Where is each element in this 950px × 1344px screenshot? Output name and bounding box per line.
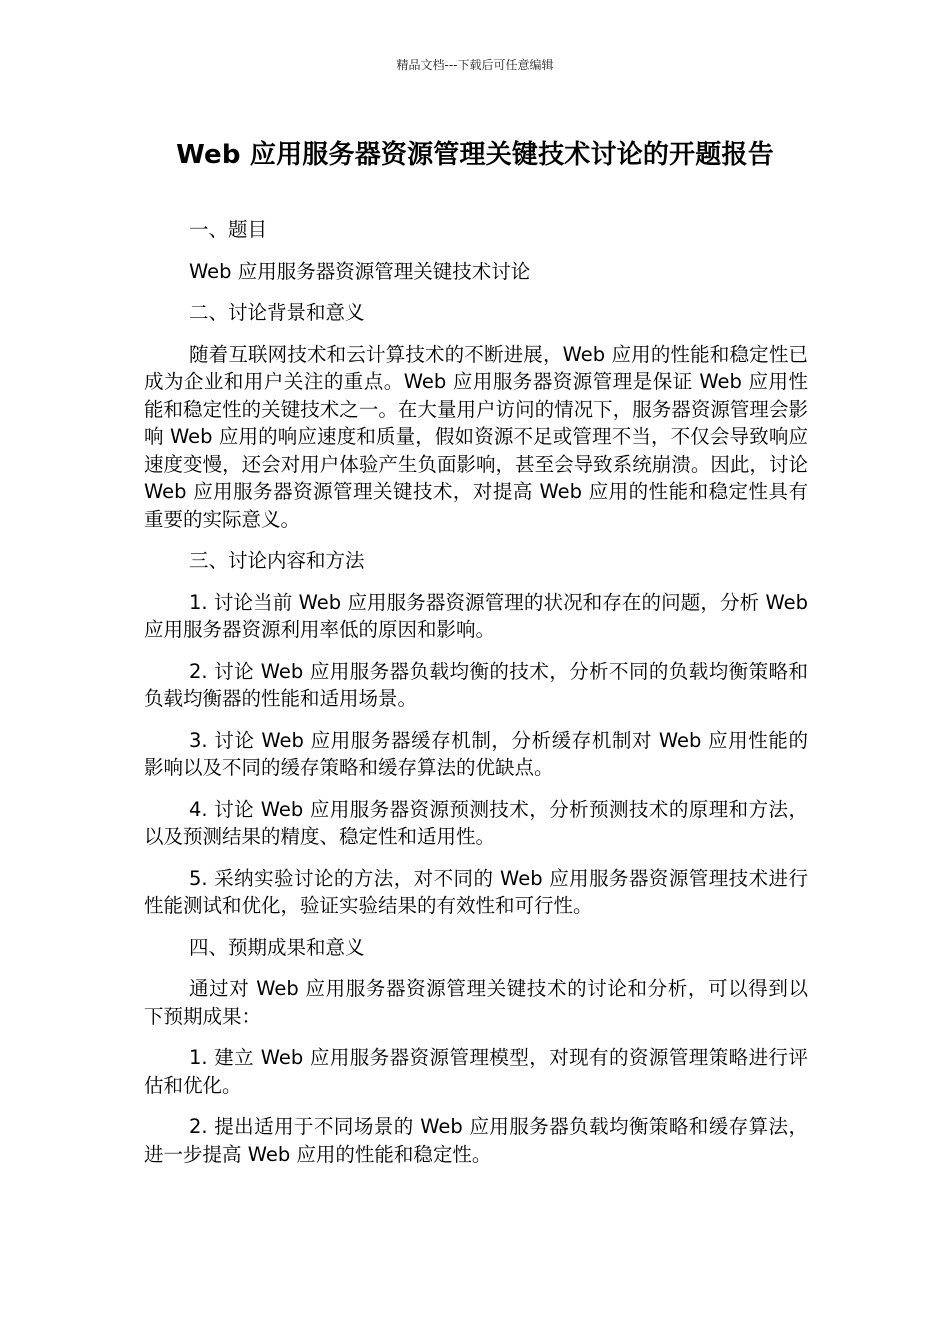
- section-1-heading: 一、题目: [189, 218, 268, 241]
- section-2-text: 随着互联网技术和云计算技术的不断进展，Web 应用的性能和稳定性已成为企业和用户关注的重点。Web 应用服务器资源管理是保证 Web 应用性能和稳定性的关键技术之一。在大量用户访问的情况下，服务器资源管理会影响 Web 应用的响应速度和质量，假如资源不足或管理不当，不仅会导致响应速度变慢，还会对用户体验产生负面影响，甚至会导致系统崩溃。因此，讨论 Web 应用服务器资源管理关键技术，对提高 Web 应用的性能和稳定性具有重要的实际意义。: [144, 342, 808, 531]
- section-3-item: 2. 讨论 Web 应用服务器负载均衡的技术，分析不同的负载均衡策略和负载均衡器的性能和适用场景。: [144, 659, 808, 710]
- document-body: [144, 216, 808, 1182]
- document-title: Web 应用服务器资源管理关键技术讨论的开题报告: [176, 140, 774, 170]
- section-4-heading: 四、预期成果和意义: [189, 935, 365, 959]
- header-note: 精品文档---下载后可任意编辑: [396, 58, 554, 72]
- section-3-heading: 三、讨论内容和方法: [189, 549, 365, 572]
- section-4-item: 2. 提出适用于不同场景的 Web 应用服务器负载均衡策略和缓存算法，进一步提高 Web 应用的性能和稳定性。: [144, 1115, 808, 1166]
- section-3-item: 1. 讨论当前 Web 应用服务器资源管理的状况和存在的问题，分析 Web 应用服务器资源利用率低的原因和影响。: [144, 590, 808, 641]
- section-3-item: 4. 讨论 Web 应用服务器资源预测技术，分析预测技术的原理和方法，以及预测结果的精度、稳定性和适用性。: [144, 797, 808, 848]
- section-3-item: 3. 讨论 Web 应用服务器缓存机制，分析缓存机制对 Web 应用性能的影响以及不同的缓存策略和缓存算法的优缺点。: [144, 728, 808, 779]
- section-4-intro: 通过对 Web 应用服务器资源管理关键技术的讨论和分析，可以得到以下预期成果：: [144, 977, 808, 1028]
- section-1-text: Web 应用服务器资源管理关键技术讨论: [189, 259, 531, 283]
- section-4-item: 1. 建立 Web 应用服务器资源管理模型，对现有的资源管理策略进行评估和优化。: [144, 1046, 808, 1097]
- section-2-heading: 二、讨论背景和意义: [189, 301, 365, 324]
- section-3-item: 5. 采纳实验讨论的方法，对不同的 Web 应用服务器资源管理技术进行性能测试和优化，验证实验结果的有效性和可行性。: [144, 866, 808, 917]
